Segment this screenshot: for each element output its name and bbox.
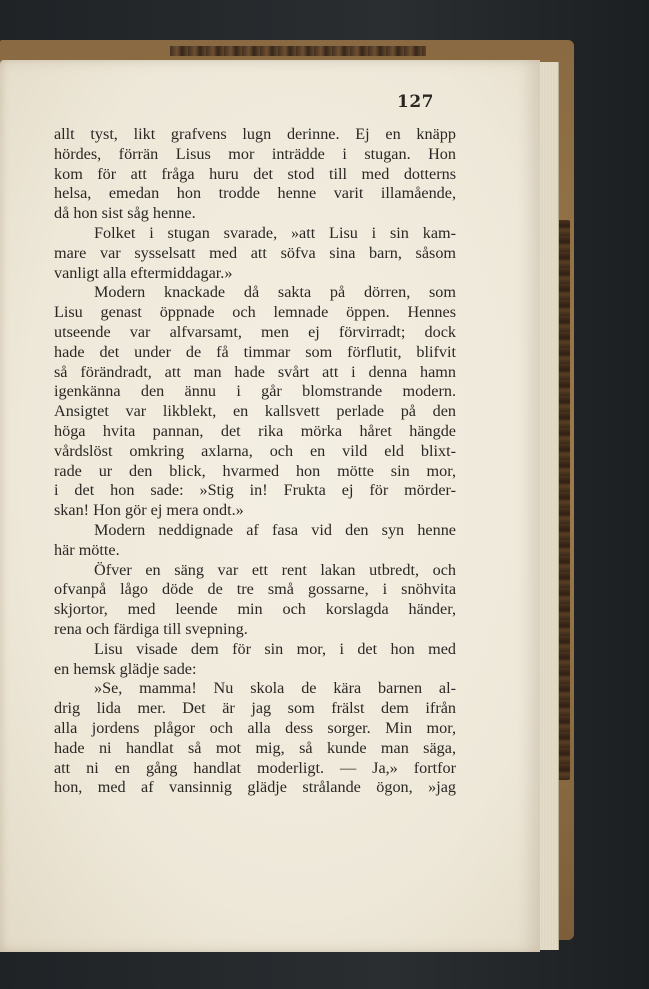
text-line: då hon sist såg henne. (54, 204, 196, 223)
text-line: utseende var alfvarsamt, men ej förvirradt; dock (54, 322, 456, 341)
page-number: 127 (397, 92, 434, 112)
text-line: rena och färdiga till svepning. (54, 619, 248, 638)
text-line: vanligt alla eftermiddagar.» (54, 263, 233, 282)
text-line: Ansigtet var likblekt, en kallsvett perlade på den (54, 402, 456, 421)
text-line: igenkänna den ännu i går blomstrande modern. (54, 382, 456, 401)
text-line: skan! Hon gör ej mera ondt.» (54, 501, 244, 520)
text-line: allt tyst, likt grafvens lugn derinne. Ej en knäpp (54, 125, 456, 143)
text-line: drig lida mer. Det är jag som frälst dem ifrån (54, 699, 456, 718)
text-line: Lisu visade dem för sin mor, i det hon med (94, 639, 456, 658)
text-line: Modern neddignade af fasa vid den syn henne (94, 520, 456, 539)
text-line: att ni en gång handlat moderligt. — Ja,» fortfor (54, 758, 456, 777)
text-line: Lisu genast öppnade och lemnade öppen. Hennes (54, 303, 456, 322)
text-line: Modern knackade då sakta på dörren, som (94, 283, 456, 302)
text-line: hördes, förrän Lisus mor inträdde i stugan. Hon (54, 144, 456, 163)
text-line: Öfver en säng var ett rent lakan utbredt, och (94, 560, 456, 579)
text-line: skjortor, med leende min och korslagda händer, (54, 600, 456, 619)
text-line: helsa, emedan hon trodde henne varit illamående, (54, 184, 456, 203)
text-line: höga hvita pannan, det rika mörka håret hängde (54, 421, 456, 440)
text-line: hon, med af vansinnig glädje strålande ögon, »jag (54, 778, 456, 797)
text-line: hade ni handlat så mot mig, så kunde man säga, (54, 738, 456, 757)
text-line: kom för att fråga huru det stod till med dotterns (54, 164, 456, 183)
text-line: i det hon sade: »Stig in! Frukta ej för mörder- (54, 481, 456, 500)
text-line: Folket i stugan svarade, »att Lisu i sin kam- (94, 223, 456, 242)
text-line: ofvanpå lågo döde de tre små gossarne, i snöhvita (54, 580, 456, 599)
text-line: mare var sysselsatt med att söfva sina barn, såsom (54, 243, 456, 262)
marbled-edge (170, 46, 426, 56)
text-line: så förändradt, att man hade svårt att i denna hamn (54, 362, 456, 381)
text-line: vårdslöst omkring axlarna, och en vild eld blixt- (54, 441, 456, 460)
text-line: här mötte. (54, 540, 120, 559)
text-line: »Se, mamma! Nu skola de kära barnen al- (94, 679, 456, 698)
text-line: rade ur den blick, hvarmed hon mötte sin mor, (54, 461, 456, 480)
page-text (54, 125, 456, 798)
text-line: en hemsk glädje sade: (54, 659, 197, 678)
text-line: alla jordens plågor och alla dess sorger. Min mor, (54, 718, 456, 737)
text-line: hade det under de få timmar som förflutit, blifvit (54, 342, 456, 361)
